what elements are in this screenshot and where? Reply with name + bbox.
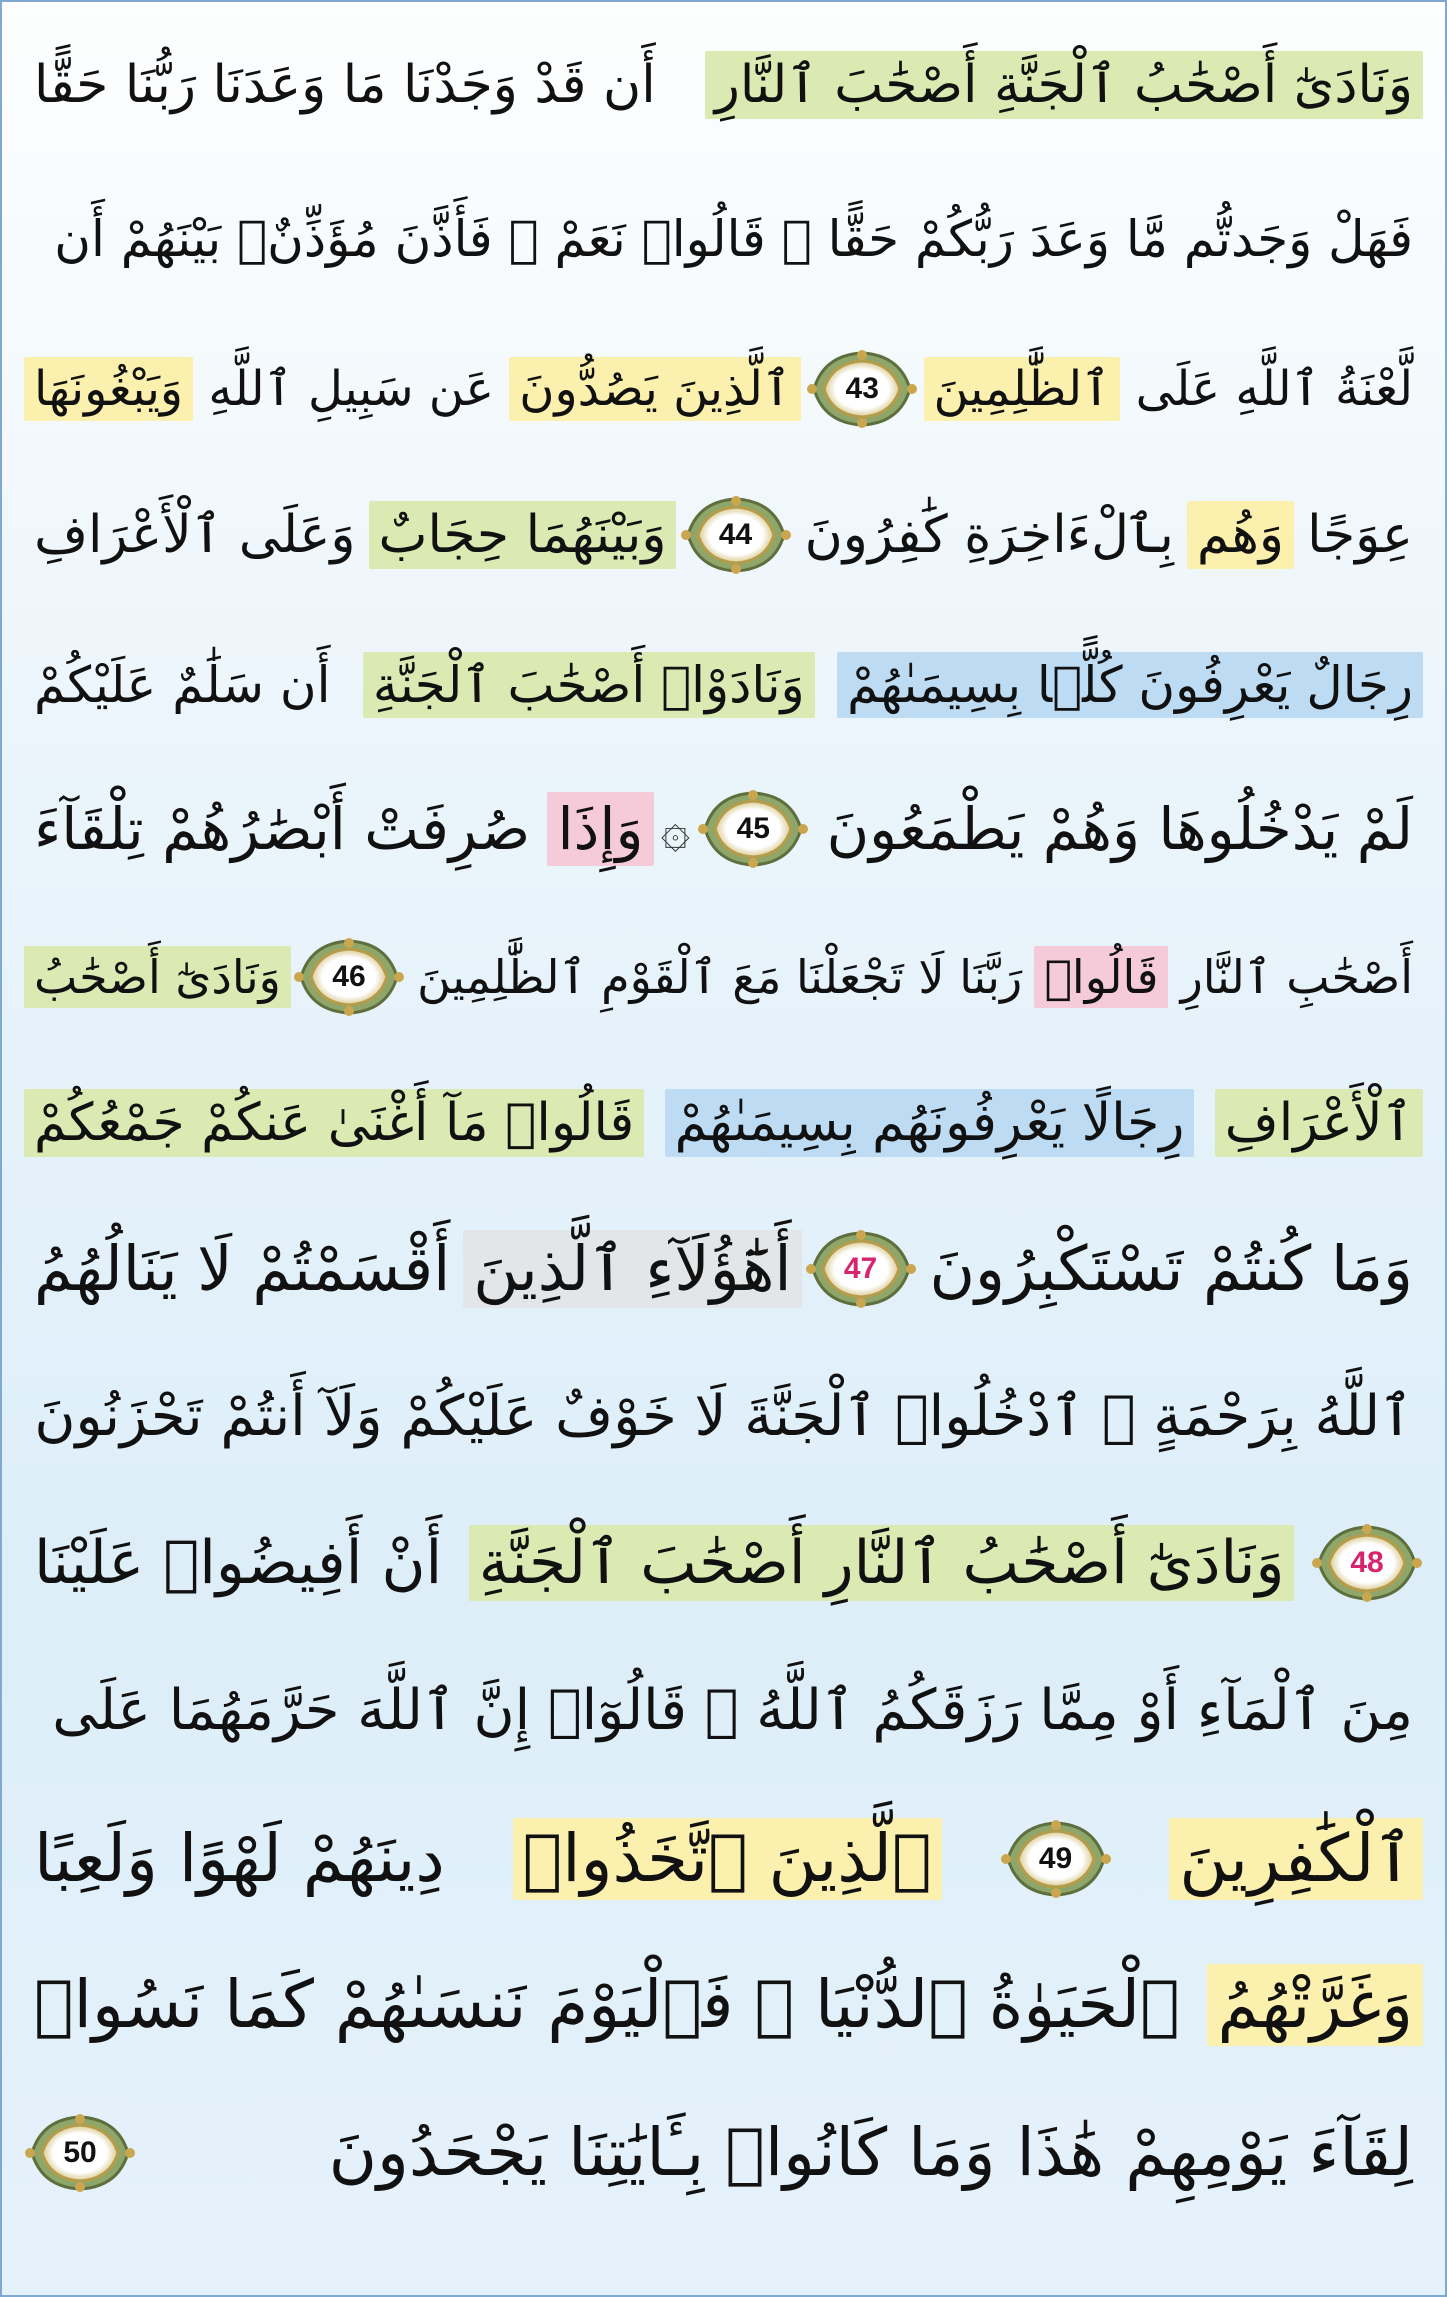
verse-text: فَهَلْ وَجَدتُّم مَّا وَعَدَ رَبُّكُمْ حَقًّا ۖ قَالُوا۟ نَعَمْ ۚ فَأَذَّنَ مُؤَذِّنٌۢ بَيْنَهُمْ أَن	[54, 210, 1413, 268]
ayah-number-marker	[697, 789, 809, 869]
text-line	[24, 2078, 1423, 2228]
highlighted-verse-text: وَبَيْنَهُمَا حِجَابٌ	[369, 501, 677, 569]
verse-text: لَمْ يَدْخُلُوهَا وَهُمْ يَطْمَعُونَ	[826, 795, 1413, 863]
highlighted-verse-text: وَهُم	[1187, 501, 1294, 569]
highlighted-verse-text: وَغَرَّتْهُمُ	[1207, 1964, 1423, 2046]
text-line	[24, 1636, 1423, 1786]
highlighted-verse-text: أَهَٰٓؤُلَآءِ ٱلَّذِينَ	[463, 1230, 801, 1308]
ayah-number-marker	[1311, 1523, 1423, 1603]
ayah-number: 48	[1350, 1546, 1384, 1579]
text-line	[24, 10, 1423, 160]
text-line	[24, 1488, 1423, 1638]
verse-text: صُرِفَتْ أَبْصَٰرُهُمْ تِلْقَآءَ	[34, 795, 531, 863]
verse-text: أَقْسَمْتُمْ لَا يَنَالُهُمُ	[34, 1232, 451, 1305]
verse-text: عِوَجًا	[1307, 505, 1413, 565]
highlighted-verse-text: ٱلْأَعْرَافِ	[1215, 1089, 1423, 1157]
text-line	[24, 314, 1423, 464]
ayah-number-marker	[1000, 1819, 1112, 1899]
text-line	[24, 1048, 1423, 1198]
highlighted-verse-text: ٱلَّذِينَ ٱتَّخَذُوا۟	[513, 1818, 942, 1900]
ayah-number: 50	[63, 2136, 97, 2169]
verse-text: ٱلْحَيَوٰةُ ٱلدُّنْيَا ۚ فَٱلْيَوْمَ نَنسَىٰهُمْ كَمَا نَسُوا۟	[34, 1966, 1180, 2043]
verse-text: عَن سَبِيلِ ٱللَّهِ	[208, 361, 494, 417]
highlighted-verse-text: رِجَالٌ يَعْرِفُونَ كُلًّۢا بِسِيمَىٰهُمْ	[837, 652, 1423, 718]
text-line	[24, 460, 1423, 610]
ayah-number: 47	[843, 1252, 878, 1285]
text-line	[24, 610, 1423, 760]
text-line	[24, 1194, 1423, 1344]
highlighted-verse-text: وَنَادَىٰٓ أَصْحَٰبُ ٱلْجَنَّةِ أَصْحَٰبَ ٱلنَّارِ	[705, 51, 1423, 119]
verse-text: بِٱلْءَاخِرَةِ كَٰفِرُونَ	[804, 505, 1174, 565]
text-line	[24, 902, 1423, 1052]
verse-text: دِينَهُمْ لَهْوًا وَلَعِبًا	[34, 1820, 445, 1897]
text-line	[24, 164, 1423, 314]
text-line	[24, 1784, 1423, 1934]
highlighted-verse-text: وَنَادَىٰٓ أَصْحَٰبُ	[24, 946, 291, 1008]
highlighted-verse-text: ٱلْكَٰفِرِينَ	[1169, 1818, 1423, 1900]
highlighted-verse-text: وَنَادَوْا۟ أَصْحَٰبَ ٱلْجَنَّةِ	[363, 652, 815, 718]
verse-text: وَمَا كُنتُمْ تَسْتَكْبِرُونَ	[929, 1232, 1413, 1305]
verse-text: وَعَلَى ٱلْأَعْرَافِ	[34, 505, 356, 565]
verse-text: أَصْحَٰبِ ٱلنَّارِ	[1180, 950, 1413, 1004]
rub-el-hizb-icon: ۞	[660, 800, 691, 858]
ayah-number: 46	[332, 960, 366, 993]
highlighted-verse-text: وَإِذَا	[547, 792, 653, 866]
verse-text: أَن قَدْ وَجَدْنَا مَا وَعَدَنَا رَبُّنَا حَقًّا	[34, 55, 656, 115]
ayah-number-marker	[680, 495, 792, 575]
ayah-number-marker	[24, 2113, 136, 2193]
highlighted-verse-text: ٱلظَّٰلِمِينَ	[924, 357, 1121, 421]
ayah-number: 49	[1038, 1842, 1073, 1875]
verse-text: أَنْ أَفِيضُوا۟ عَلَيْنَا	[34, 1528, 443, 1598]
highlighted-verse-text: وَيَبْغُونَهَا	[24, 357, 193, 421]
verse-text: لَّعْنَةُ ٱللَّهِ عَلَى	[1135, 361, 1413, 417]
highlighted-verse-text: ٱلَّذِينَ يَصُدُّونَ	[509, 357, 801, 421]
text-line	[24, 1342, 1423, 1492]
verse-text: ٱللَّهُ بِرَحْمَةٍ ۚ ٱدْخُلُوا۟ ٱلْجَنَّةَ لَا خَوْفٌ عَلَيْكُمْ وَلَآ أَنتُمْ تَحْزَنُونَ	[34, 1384, 1413, 1449]
ayah-number: 44	[718, 518, 753, 551]
text-line	[24, 754, 1423, 904]
highlighted-verse-text: قَالُوا۟ مَآ أَغْنَىٰ عَنكُمْ جَمْعُكُمْ	[24, 1089, 644, 1157]
verse-text: مِنَ ٱلْمَآءِ أَوْ مِمَّا رَزَقَكُمُ ٱللَّهُ ۚ قَالُوٓا۟ إِنَّ ٱللَّهَ حَرَّمَهُمَا عَلَى	[52, 1678, 1413, 1743]
verse-text: أَن سَلَٰمٌ عَلَيْكُمْ	[34, 656, 331, 714]
ayah-number-marker	[806, 349, 918, 429]
text-line	[24, 1930, 1423, 2080]
highlighted-verse-text: وَنَادَىٰٓ أَصْحَٰبُ ٱلنَّارِ أَصْحَٰبَ ٱلْجَنَّةِ	[469, 1525, 1295, 1601]
ayah-number: 45	[736, 812, 770, 845]
verse-text: رَبَّنَا لَا تَجْعَلْنَا مَعَ ٱلْقَوْمِ ٱلظَّٰلِمِينَ	[417, 950, 1023, 1004]
ayah-number-marker	[293, 937, 405, 1017]
ayah-number-marker	[805, 1229, 917, 1309]
highlighted-verse-text: رِجَالًا يَعْرِفُونَهُم بِسِيمَىٰهُمْ	[665, 1089, 1195, 1157]
highlighted-verse-text: قَالُوا۟	[1034, 946, 1168, 1008]
ayah-number: 43	[845, 372, 879, 405]
verse-text: لِقَآءَ يَوْمِهِمْ هَٰذَا وَمَا كَانُوا۟ بِـَٔايَٰتِنَا يَجْحَدُونَ	[328, 2114, 1413, 2191]
